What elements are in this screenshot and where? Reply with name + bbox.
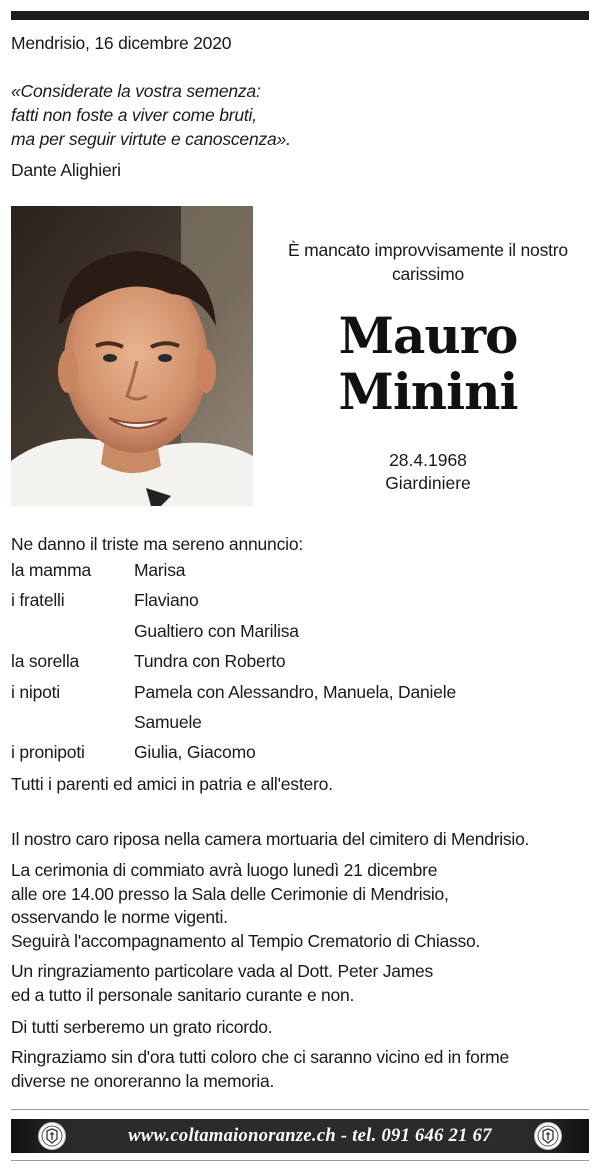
closing-line: Ringraziamo sin d'ora tutti coloro che ci saranno vicino ed in forme [11,1047,509,1067]
date-place: Mendrisio, 16 dicembre 2020 [11,33,232,53]
family-names: Gualtiero con Marilisa [134,620,299,641]
footer-divider-top [11,1109,589,1110]
thanks-text [11,960,433,1007]
relatives-line: Tutti i parenti ed amici in patria e all'estero. [11,774,333,794]
family-names: Flaviano [134,590,199,611]
deceased-first-name: Mauro [338,306,518,365]
deceased-last-name: Minini [338,362,518,421]
family-role: la mamma [11,560,92,580]
funeral-home-emblem-icon [37,1121,67,1151]
quote-line: «Considerate la vostra semenza: [11,81,261,101]
ceremony-text [11,859,480,953]
ceremony-line: La cerimonia di commiato avrà luogo lunedì 21 dicembre [11,860,438,880]
funeral-home-emblem-icon [533,1121,563,1151]
rest-place-text: Il nostro caro riposa nella camera mortuaria del cimitero di Mendrisio. [11,829,530,849]
dante-quote [11,79,291,151]
announcement-intro [260,238,596,286]
funeral-home-footer [11,1119,589,1153]
occupation: Giardiniere [385,473,471,493]
family-announcement: Ne danno il triste ma sereno annuncio: [11,534,304,554]
ceremony-line: osservando le norme vigenti. [11,907,228,927]
family-names: Samuele [134,711,202,732]
deceased-portrait [11,206,253,506]
intro-line: carissimo [391,264,465,284]
family-role: i nipoti [11,681,60,702]
top-border-bar [11,11,589,20]
birth-date: 28.4.1968 [389,450,467,470]
closing-line: diverse ne onoreranno la memoria. [11,1070,275,1091]
intro-line: È mancato improvvisamente il nostro [288,240,568,260]
ceremony-line: Seguirà l'accompagnamento al Tempio Crematorio di Chiasso. [11,930,481,951]
family-names: Tundra con Roberto [134,651,286,672]
footer-divider-bottom [11,1160,589,1161]
closing-text [11,1046,509,1093]
ceremony-line: alle ore 14.00 presso la Sala delle Cerimonie di Mendrisio, [11,883,449,904]
quote-line: ma per seguir virtute e canoscenza». [11,129,291,149]
footer-contact[interactable]: www.coltamaionoranze.ch - tel. 091 646 21 67 [128,1126,492,1146]
family-names: Giulia, Giacomo [134,742,256,763]
memory-text: Di tutti serberemo un grato ricordo. [11,1017,273,1037]
thanks-line: Un ringraziamento particolare vada al Dott. Peter James [11,961,434,981]
family-names: Pamela con Alessandro, Manuela, Daniele [134,681,456,702]
family-role: i fratelli [11,590,65,611]
quote-line: fatti non foste a viver come bruti, [11,105,257,125]
thanks-line: ed a tutto il personale sanitario curante e non. [11,984,355,1005]
quote-author: Dante Alighieri [11,160,121,180]
family-names: Marisa [134,560,186,580]
family-role: la sorella [11,651,80,672]
family-role: i pronipoti [11,742,85,763]
